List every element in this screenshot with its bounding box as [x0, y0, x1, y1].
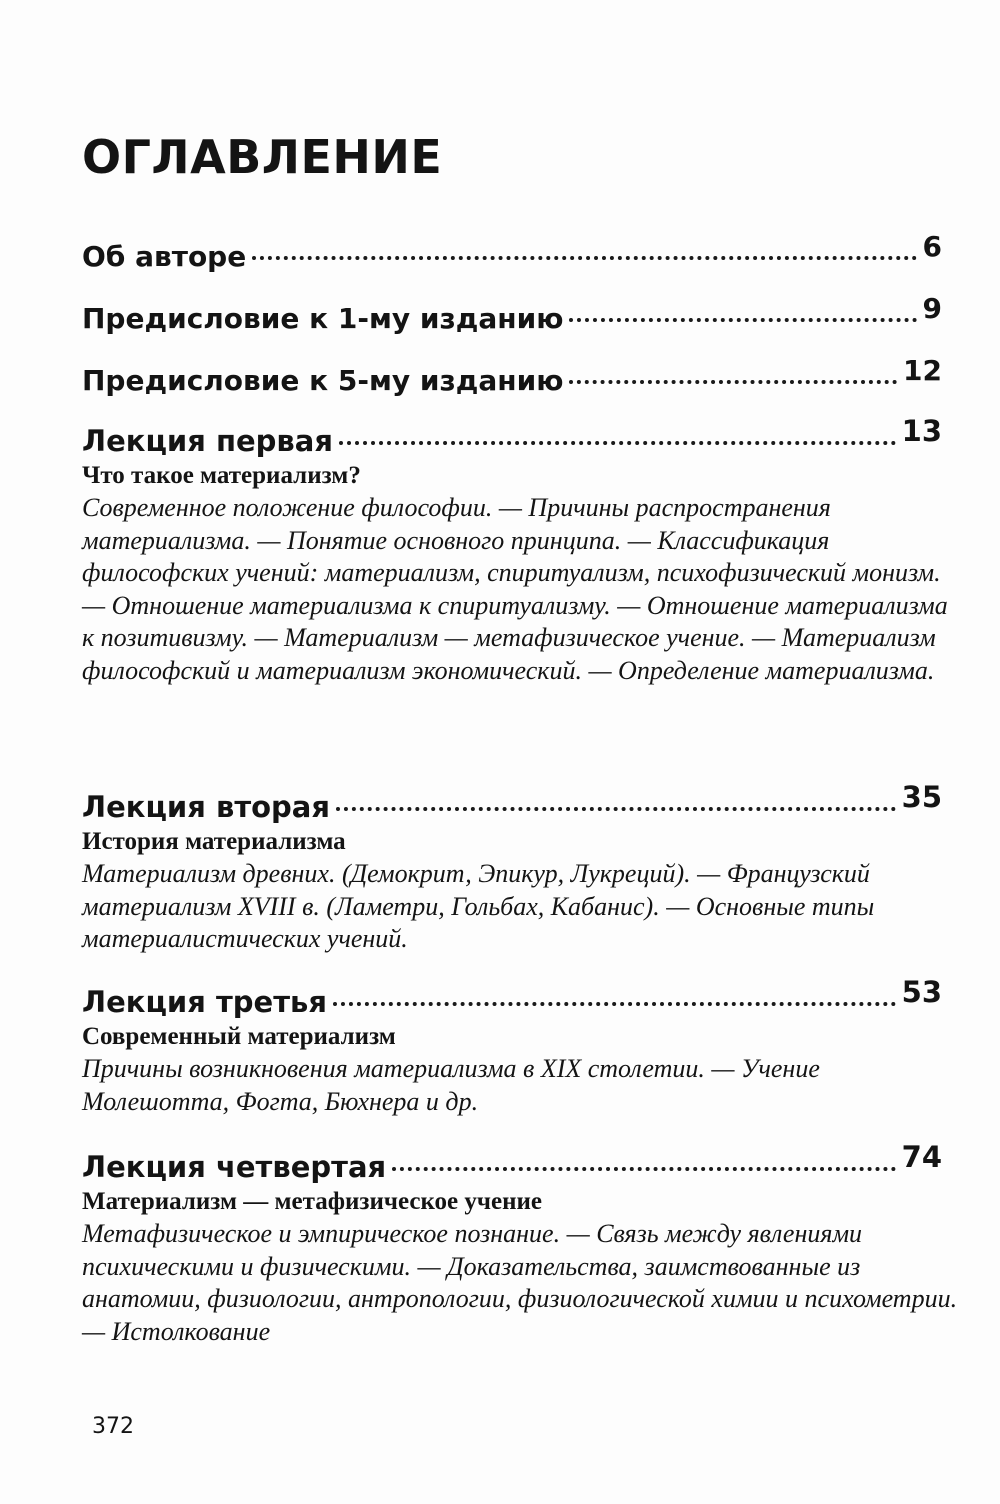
toc-entry-preface-1	[82, 292, 942, 335]
toc-entry-page: 35	[901, 780, 942, 814]
dot-leader	[252, 256, 916, 260]
lecture-subtitle: Что такое материализм?	[82, 462, 361, 489]
lecture-description: Современное положение философии. — Причины распространения материализма. — Понятие основного принципа. — Классификация философских учений: материализм, спиритуализм, психофизический монизм. — Отношение материализма к спиритуализму. — Отношение материализма к позитивизму. — Материализм — метафизическое учение. — Материализм философский и материализм экономический. — Определение материализма.	[82, 493, 948, 685]
toc-entry-label: Лекция вторая	[82, 790, 331, 824]
toc-entry-page: 9	[922, 292, 942, 325]
lecture-subtitle: Материализм — метафизическое учение	[82, 1188, 542, 1215]
page-number: 372	[92, 1414, 134, 1439]
toc-entry-lecture-1	[82, 414, 948, 687]
toc-entry-label: Предисловие к 1-му изданию	[82, 302, 564, 335]
lecture-subtitle: Современный материализм	[82, 1023, 396, 1050]
toc-entry-lecture-3	[82, 975, 942, 1118]
page-title: ОГЛАВЛЕНИЕ	[82, 130, 443, 184]
dot-leader	[569, 318, 916, 322]
lecture-description: Причины возникновения материализма в XIX столетии. — Учение Молешотта, Фогта, Бюхнера и др.	[82, 1054, 820, 1116]
toc-entry-preface-5	[82, 354, 942, 397]
toc-entry-page: 13	[901, 414, 942, 448]
dot-leader	[333, 1002, 896, 1006]
toc-entry-label: Лекция первая	[82, 424, 333, 458]
dot-leader	[569, 380, 897, 384]
lecture-description: Материализм древних. (Демокрит, Эпикур, Лукреций). — Французский материализм XVIII в. (Ламетри, Гольбах, Кабанис). — Основные типы материалистических учений.	[82, 859, 875, 953]
toc-entry-label: Об авторе	[82, 240, 247, 273]
toc-entry-label: Предисловие к 5-му изданию	[82, 364, 564, 397]
toc-entry-page: 53	[901, 975, 942, 1009]
toc-entry-about-author	[82, 230, 942, 273]
dot-leader	[339, 441, 896, 445]
toc-entry-page: 74	[901, 1140, 942, 1174]
dot-leader	[336, 807, 896, 811]
toc-entry-page: 6	[922, 230, 942, 263]
toc-entry-lecture-2	[82, 780, 942, 956]
toc-entry-label: Лекция четвертая	[82, 1150, 387, 1184]
toc-entry-lecture-4	[82, 1140, 958, 1348]
dot-leader	[392, 1167, 896, 1171]
toc-entry-label: Лекция третья	[82, 985, 327, 1019]
lecture-subtitle: История материализма	[82, 828, 346, 855]
lecture-description: Метафизическое и эмпирическое познание. — Связь между явлениями психическими и физическими. — Доказательства, заимствованные из анатомии, физиологии, антропологии, физиологической химии и психометрии. — Истолкование	[82, 1219, 958, 1346]
toc-entry-page: 12	[903, 354, 942, 387]
